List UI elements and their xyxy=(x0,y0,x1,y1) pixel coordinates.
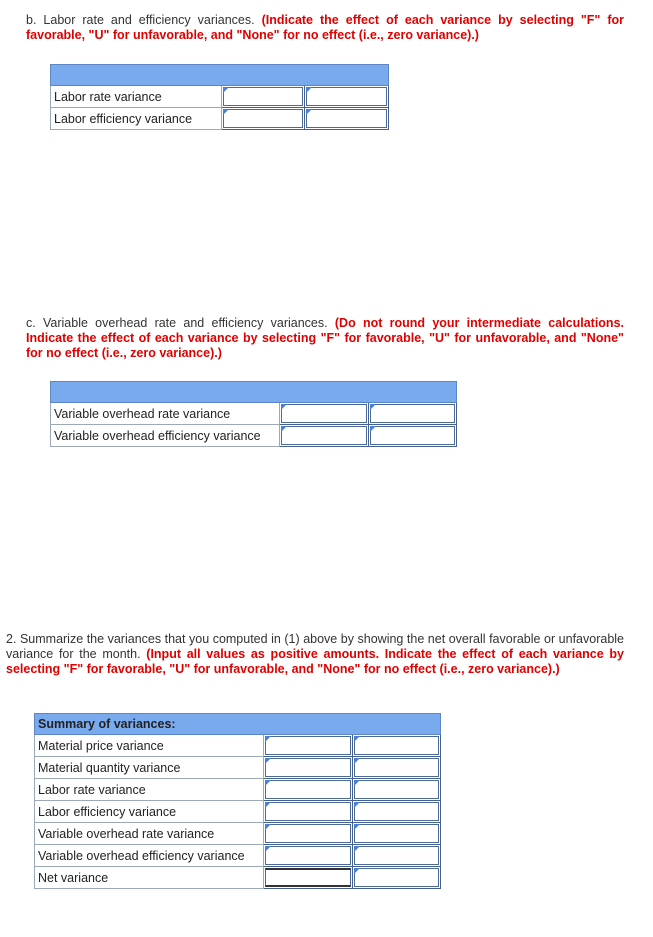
labor-efficiency-effect-select[interactable] xyxy=(305,108,389,130)
net-variance-amount-input[interactable] xyxy=(264,867,352,889)
overhead-rate-amount-input[interactable] xyxy=(280,403,368,425)
summary-labor-efficiency-amount-input[interactable] xyxy=(264,801,352,823)
section-b-instructions xyxy=(26,13,624,43)
section-b-instruction: (Indicate the effect of each variance by selecting "F" for favorable, "U" for unfavorable, and "None" for no effect (i.e., zero variance).) xyxy=(26,13,624,42)
row-label: Labor rate variance xyxy=(35,779,264,801)
row-label: Labor efficiency variance xyxy=(51,108,222,130)
table-row xyxy=(51,86,389,108)
section-2-instruction: (Input all values as positive amounts. Indicate the effect of each variance by selecting "F" for favorable, "U" for unfavorable, and "None" for no effect (i.e., zero variance).) xyxy=(6,647,624,676)
table-row xyxy=(35,757,441,779)
labor-efficiency-amount-input[interactable] xyxy=(222,108,305,130)
table-header xyxy=(51,65,389,86)
table-row xyxy=(51,108,389,130)
row-label: Variable overhead efficiency variance xyxy=(35,845,264,867)
summary-overhead-rate-effect-select[interactable] xyxy=(352,823,440,845)
table-row xyxy=(35,735,441,757)
row-label: Labor rate variance xyxy=(51,86,222,108)
table-header xyxy=(51,382,457,403)
table-row xyxy=(35,867,441,889)
material-price-amount-input[interactable] xyxy=(264,735,352,757)
overhead-efficiency-effect-select[interactable] xyxy=(368,425,456,447)
summary-overhead-efficiency-amount-input[interactable] xyxy=(264,845,352,867)
table-row xyxy=(35,779,441,801)
row-label: Material price variance xyxy=(35,735,264,757)
row-label: Variable overhead rate variance xyxy=(35,823,264,845)
row-label: Net variance xyxy=(35,867,264,889)
row-label: Material quantity variance xyxy=(35,757,264,779)
summary-variances-table xyxy=(34,713,441,889)
material-quantity-effect-select[interactable] xyxy=(352,757,440,779)
table-row xyxy=(35,845,441,867)
table-row xyxy=(51,403,457,425)
section-c-instructions xyxy=(26,316,624,361)
section-c-intro: c. Variable overhead rate and efficiency variances. xyxy=(26,316,335,330)
row-label: Variable overhead efficiency variance xyxy=(51,425,280,447)
summary-labor-efficiency-effect-select[interactable] xyxy=(352,801,440,823)
summary-labor-rate-effect-select[interactable] xyxy=(352,779,440,801)
section-c-instruction: (Do not round your intermediate calculations. Indicate the effect of each variance by selecting "F" for favorable, "U" for unfavorable, and "None" for no effect (i.e., zero variance).) xyxy=(26,316,624,360)
overhead-variances-table xyxy=(50,381,457,447)
material-price-effect-select[interactable] xyxy=(352,735,440,757)
net-variance-effect-select[interactable] xyxy=(352,867,440,889)
summary-header: Summary of variances: xyxy=(35,714,441,735)
table-row xyxy=(51,425,457,447)
section-2-instructions xyxy=(6,632,624,677)
table-row xyxy=(35,801,441,823)
section-b-intro: b. Labor rate and efficiency variances. xyxy=(26,13,262,27)
overhead-rate-effect-select[interactable] xyxy=(368,403,456,425)
summary-labor-rate-amount-input[interactable] xyxy=(264,779,352,801)
labor-variances-table xyxy=(50,64,389,130)
labor-rate-effect-select[interactable] xyxy=(305,86,389,108)
table-row xyxy=(35,823,441,845)
row-label: Labor efficiency variance xyxy=(35,801,264,823)
material-quantity-amount-input[interactable] xyxy=(264,757,352,779)
section-2-intro: 2. Summarize the variances that you computed in (1) above by showing the net overall favorable or unfavorable variance for the month. xyxy=(6,632,624,661)
summary-overhead-rate-amount-input[interactable] xyxy=(264,823,352,845)
row-label: Variable overhead rate variance xyxy=(51,403,280,425)
labor-rate-amount-input[interactable] xyxy=(222,86,305,108)
summary-overhead-efficiency-effect-select[interactable] xyxy=(352,845,440,867)
overhead-efficiency-amount-input[interactable] xyxy=(280,425,368,447)
